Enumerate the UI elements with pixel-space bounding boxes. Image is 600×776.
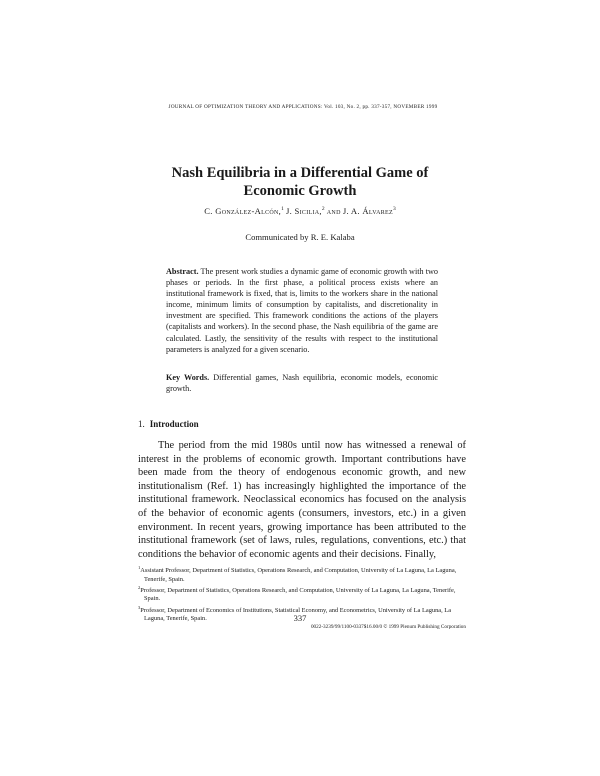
author-3-footnote-mark: 3 — [392, 206, 396, 213]
author-2-footnote-mark: 2 — [321, 206, 325, 213]
footnote-text: Professor, Department of Economics of Institutions, Statistical Economy, and Econometrics, University of La Laguna, La Laguna, Tenerife, Spain. — [140, 607, 452, 623]
author-2: J. Sicilia, — [286, 206, 322, 216]
section-number: 1. — [138, 419, 145, 429]
footnote-mark: 3 — [138, 604, 141, 610]
communicated-by: Communicated by R. E. Kalaba — [245, 232, 355, 242]
footnote-mark: 1 — [138, 565, 141, 570]
copyright-line: 0022-3239/99/1100-0337$16.00/0 © 1999 Plenum Publishing Corporation — [310, 624, 466, 630]
author-3: J. A. Álvarez — [342, 206, 393, 216]
keywords — [166, 372, 438, 394]
paper-title — [120, 164, 480, 200]
keywords-text: Differential games, Nash equilibria, economic models, economic growth. — [166, 373, 439, 394]
footnote-text: Professor, Department of Statistics, Operations Research, and Computation, University of La Laguna, La Laguna, Tenerife, Spain. — [140, 587, 456, 603]
abstract-label: Abstract. — [166, 267, 199, 276]
abstract — [166, 266, 438, 355]
footnote-mark: 2 — [138, 584, 141, 590]
section-title: Introduction — [149, 419, 199, 429]
footnote-text: Assistant Professor, Department of Statistics, Operations Research, and Computation, University of La Laguna, La Laguna, Tenerife, Spain. — [140, 567, 457, 583]
author-conjunction: and — [326, 206, 341, 216]
body-paragraph: The period from the mid 1980s until now has witnessed a renewal of interest in the problems of economic growth. Important contributions have been made from the theory of endogenous economic growth, and new institutionalism (Ref. 1) has increasingly highlighted the importance of the institutional framework. Neoclassical economics has focused on the analysis of the behavior of economic agents (consumers, investors, etc.) in a given environment. In recent years, growing importance has been attributed to the institutional framework (set of laws, rules, regulations, conventions, etc.) that conditions the behavior of economic agents and their decisions. Finally, — [138, 440, 466, 560]
author-1-footnote-mark: 1 — [281, 206, 284, 213]
title-line-2: Economic Growth — [243, 183, 357, 199]
footnote — [138, 584, 466, 604]
section-heading — [138, 419, 199, 429]
author-line — [120, 206, 480, 216]
page-number: 337 — [293, 613, 307, 623]
keywords-label: Key Words. — [166, 373, 210, 382]
footnote — [138, 564, 466, 584]
author-1: C. González-Alcón, — [204, 206, 282, 216]
title-line-1: Nash Equilibria in a Differential Game of — [171, 165, 429, 181]
running-head: JOURNAL OF OPTIMIZATION THEORY AND APPLICATIONS: Vol. 103, No. 2, pp. 337-357, NOVEMBER 1999 — [168, 104, 438, 110]
abstract-text: The present work studies a dynamic game of economic growth with two phases or periods. In the first phase, a political process exists where an institutional framework is fixed, that is, limits to the workers share in the national income, minimum limits of consumption by capitalists, and discretionality in investment are specified. This framework conditions the actions of the players (capitalists and workers). In the second phase, the Nash equilibria of the game are calculated. Lastly, the sensitivity of the results with respect to the institutional parameters is analyzed for a given scenario. — [166, 267, 438, 354]
